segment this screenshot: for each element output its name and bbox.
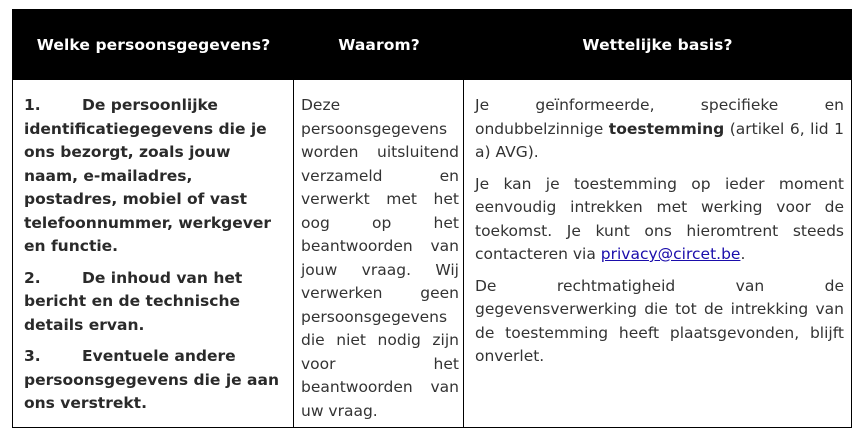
list-item xyxy=(24,267,286,338)
item-number: 1. xyxy=(24,96,41,114)
lawfulness-paragraph: De rechtmatigheid van de gegevensverwerking die tot de intrekking van de toestemming heeft plaatsgevonden, blijft onverlet. xyxy=(475,276,844,365)
consent-paragraph xyxy=(475,94,844,165)
legal-basis-cell xyxy=(475,94,844,377)
column-divider xyxy=(463,80,464,428)
item-number: 2. xyxy=(24,268,41,287)
withdraw-paragraph xyxy=(475,173,844,267)
item-text: Eventuele andere persoonsgegevens die je aan ons verstrekt. xyxy=(24,347,280,412)
header-purpose: Waarom? xyxy=(338,36,420,54)
list-item xyxy=(24,345,286,416)
header-legal-basis: Wettelijke basis? xyxy=(582,36,733,54)
column-divider xyxy=(293,80,294,428)
withdraw-text: Je kan je toestemming op ieder moment eenvoudig intrekken met werking voor de toekomst. Je kunt ons hieromtrent steeds contacteren via xyxy=(475,174,844,263)
personal-data-cell xyxy=(24,94,286,424)
item-text: De inhoud van het bericht en de technische details ervan. xyxy=(24,268,243,334)
list-item xyxy=(24,94,286,259)
item-text: De persoonlijke identificatiegegevens die je ons bezorgt, zoals jouw naam, e-mailadres, postadres, mobiel of vast telefoonnummer, werkgever en functie. xyxy=(24,96,272,255)
withdraw-period: . xyxy=(740,245,746,263)
item-number: 3. xyxy=(24,347,41,365)
table-header xyxy=(13,10,851,80)
privacy-email-link[interactable]: privacy@circet.be xyxy=(600,245,741,263)
purpose-cell: Deze persoonsgegevens worden uitsluitend verzameld en verwerkt met het oog op het beantwoorden van jouw vraag. Wij verwerken geen persoonsgegevens die niet nodig zijn voor het beantwoorden van uw vraag. xyxy=(301,96,459,420)
consent-emphasis: toestemming xyxy=(608,119,725,138)
privacy-table xyxy=(12,9,852,428)
header-personal-data: Welke persoonsgegevens? xyxy=(36,36,271,54)
consent-text: Je geïnformeerde, specifieke en ondubbelzinnige xyxy=(475,96,844,138)
article-reference: (artikel 6, lid 1 a) AVG). xyxy=(475,119,844,161)
